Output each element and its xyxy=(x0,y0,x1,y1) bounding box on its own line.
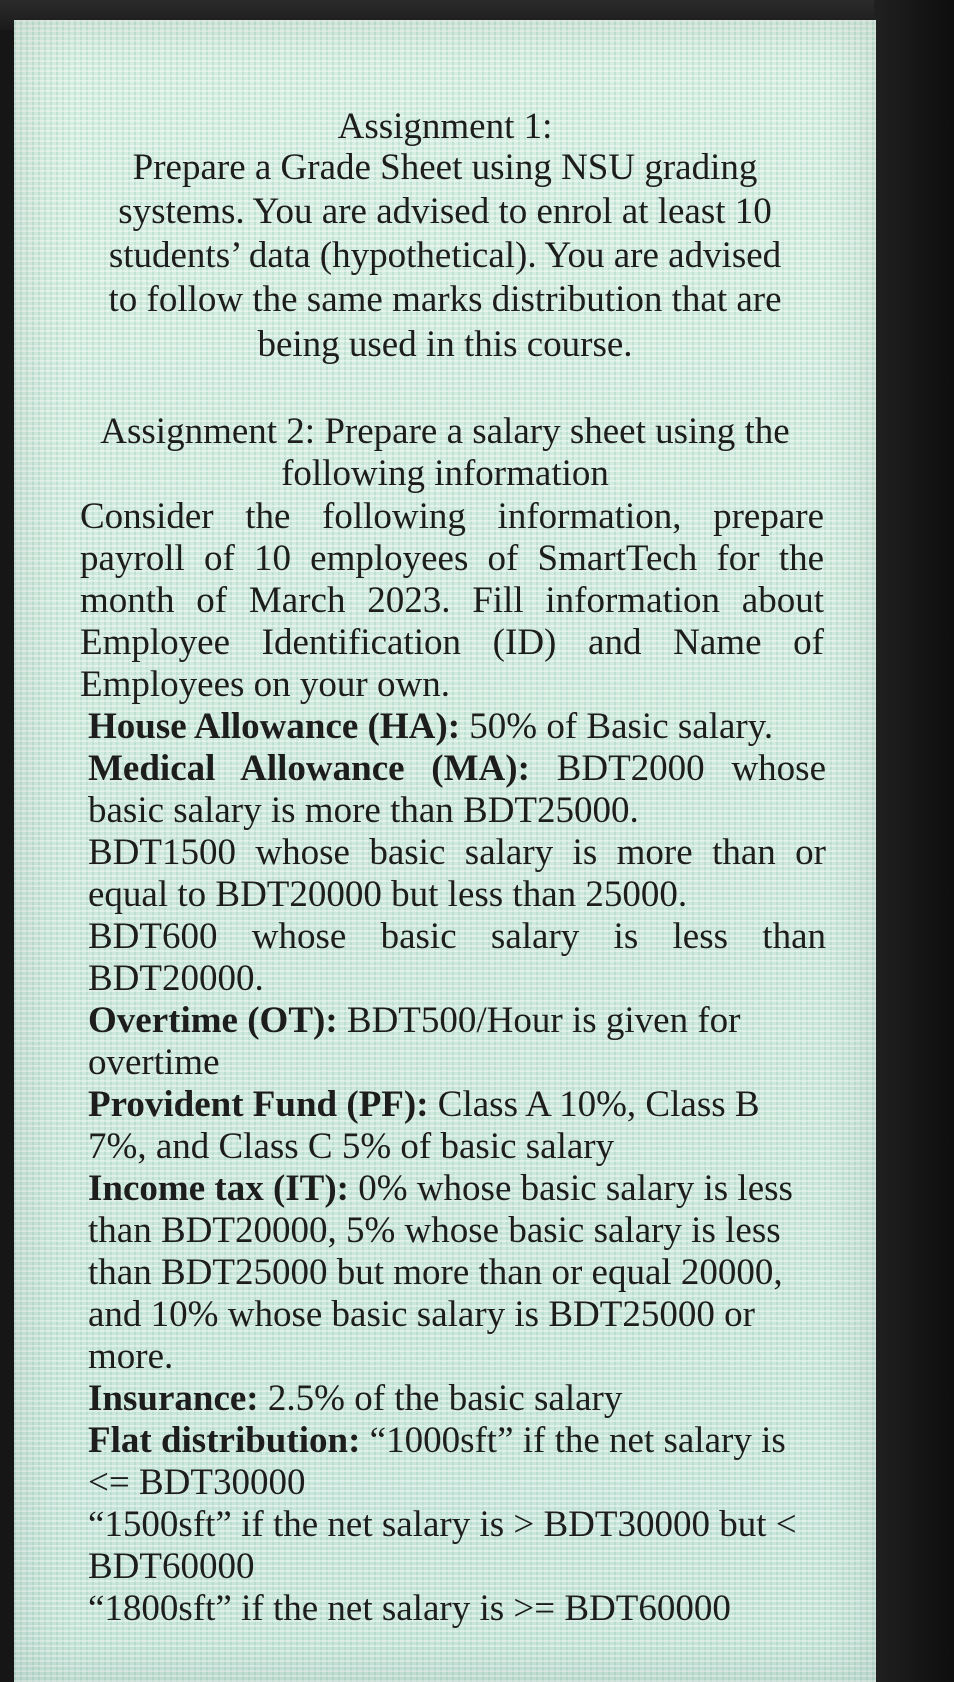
income-tax-line: than BDT25000 but more than or equal 20000, xyxy=(88,1252,783,1293)
flat-distribution xyxy=(88,1422,786,1459)
flat-distribution-line: BDT60000 xyxy=(88,1546,255,1587)
income-tax-line: than BDT20000, 5% whose basic salary is less xyxy=(88,1210,781,1251)
overtime-text: BDT500/Hour is given for xyxy=(337,1000,741,1041)
insurance-label: Insurance: xyxy=(88,1378,259,1419)
insurance-text: 2.5% of the basic salary xyxy=(258,1378,623,1419)
income-tax-line: and 10% whose basic salary is BDT25000 or xyxy=(88,1294,755,1335)
flat-distribution-text: “1000sft” if the net salary is xyxy=(360,1420,786,1461)
house-allowance-text: 50% of Basic salary. xyxy=(460,706,774,747)
medical-allowance xyxy=(88,750,826,787)
provident-fund xyxy=(88,1086,760,1123)
medical-allowance-line: BDT20000. xyxy=(88,958,264,999)
assignment1-line: to follow the same marks distribution that are xyxy=(108,279,782,320)
medical-allowance-line: BDT600 whose basic salary is less than xyxy=(88,916,826,957)
house-allowance xyxy=(88,708,773,745)
assignment2-heading: following information xyxy=(281,453,609,494)
medical-allowance-line: BDT1500 whose basic salary is more than or xyxy=(88,832,826,873)
intro-line: Consider the following information, prepare xyxy=(80,496,824,537)
provident-fund-text: Class A 10%, Class B xyxy=(428,1084,760,1125)
assignment1-line: being used in this course. xyxy=(257,324,633,365)
income-tax-line: more. xyxy=(88,1336,174,1377)
flat-distribution-line: <= BDT30000 xyxy=(88,1462,306,1503)
intro-line: Employee Identification (ID) and Name of xyxy=(80,622,824,663)
document-text xyxy=(14,20,876,1682)
assignment1-heading: Assignment 1: xyxy=(337,106,553,147)
flat-distribution-line: “1800sft” if the net salary is >= BDT60000 xyxy=(88,1588,731,1629)
intro-line: payroll of 10 employees of SmartTech for the xyxy=(80,538,824,579)
provident-fund-label: Provident Fund (PF): xyxy=(88,1084,429,1125)
intro-line: Employees on your own. xyxy=(80,664,450,705)
provident-fund-line: 7%, and Class C 5% of basic salary xyxy=(88,1126,615,1167)
medical-allowance-line: basic salary is more than BDT25000. xyxy=(88,790,639,831)
overtime xyxy=(88,1002,741,1039)
overtime-line: overtime xyxy=(88,1042,220,1083)
income-tax-label: Income tax (IT): xyxy=(88,1168,350,1209)
medical-allowance-text: BDT2000 whose xyxy=(529,748,826,789)
assignment1-line: students’ data (hypothetical). You are advised xyxy=(108,235,782,276)
assignment2-heading: Assignment 2: Prepare a salary sheet using the xyxy=(100,411,790,452)
overtime-label: Overtime (OT): xyxy=(88,1000,338,1041)
medical-allowance-line: equal to BDT20000 but less than 25000. xyxy=(88,874,688,915)
intro-line: month of March 2023. Fill information about xyxy=(80,580,824,621)
insurance xyxy=(88,1380,622,1417)
flat-distribution-label: Flat distribution: xyxy=(88,1420,361,1461)
assignment1-line: Prepare a Grade Sheet using NSU grading xyxy=(132,147,758,188)
income-tax xyxy=(88,1170,793,1207)
medical-allowance-label: Medical Allowance (MA): xyxy=(88,748,530,789)
assignment1-line: systems. You are advised to enrol at least 10 xyxy=(118,191,772,232)
document-screen xyxy=(14,20,876,1682)
background-right xyxy=(874,0,954,1682)
income-tax-text: 0% whose basic salary is less xyxy=(349,1168,793,1209)
house-allowance-label: House Allowance (HA): xyxy=(88,706,461,747)
flat-distribution-line: “1500sft” if the net salary is > BDT30000 but < xyxy=(88,1504,797,1545)
